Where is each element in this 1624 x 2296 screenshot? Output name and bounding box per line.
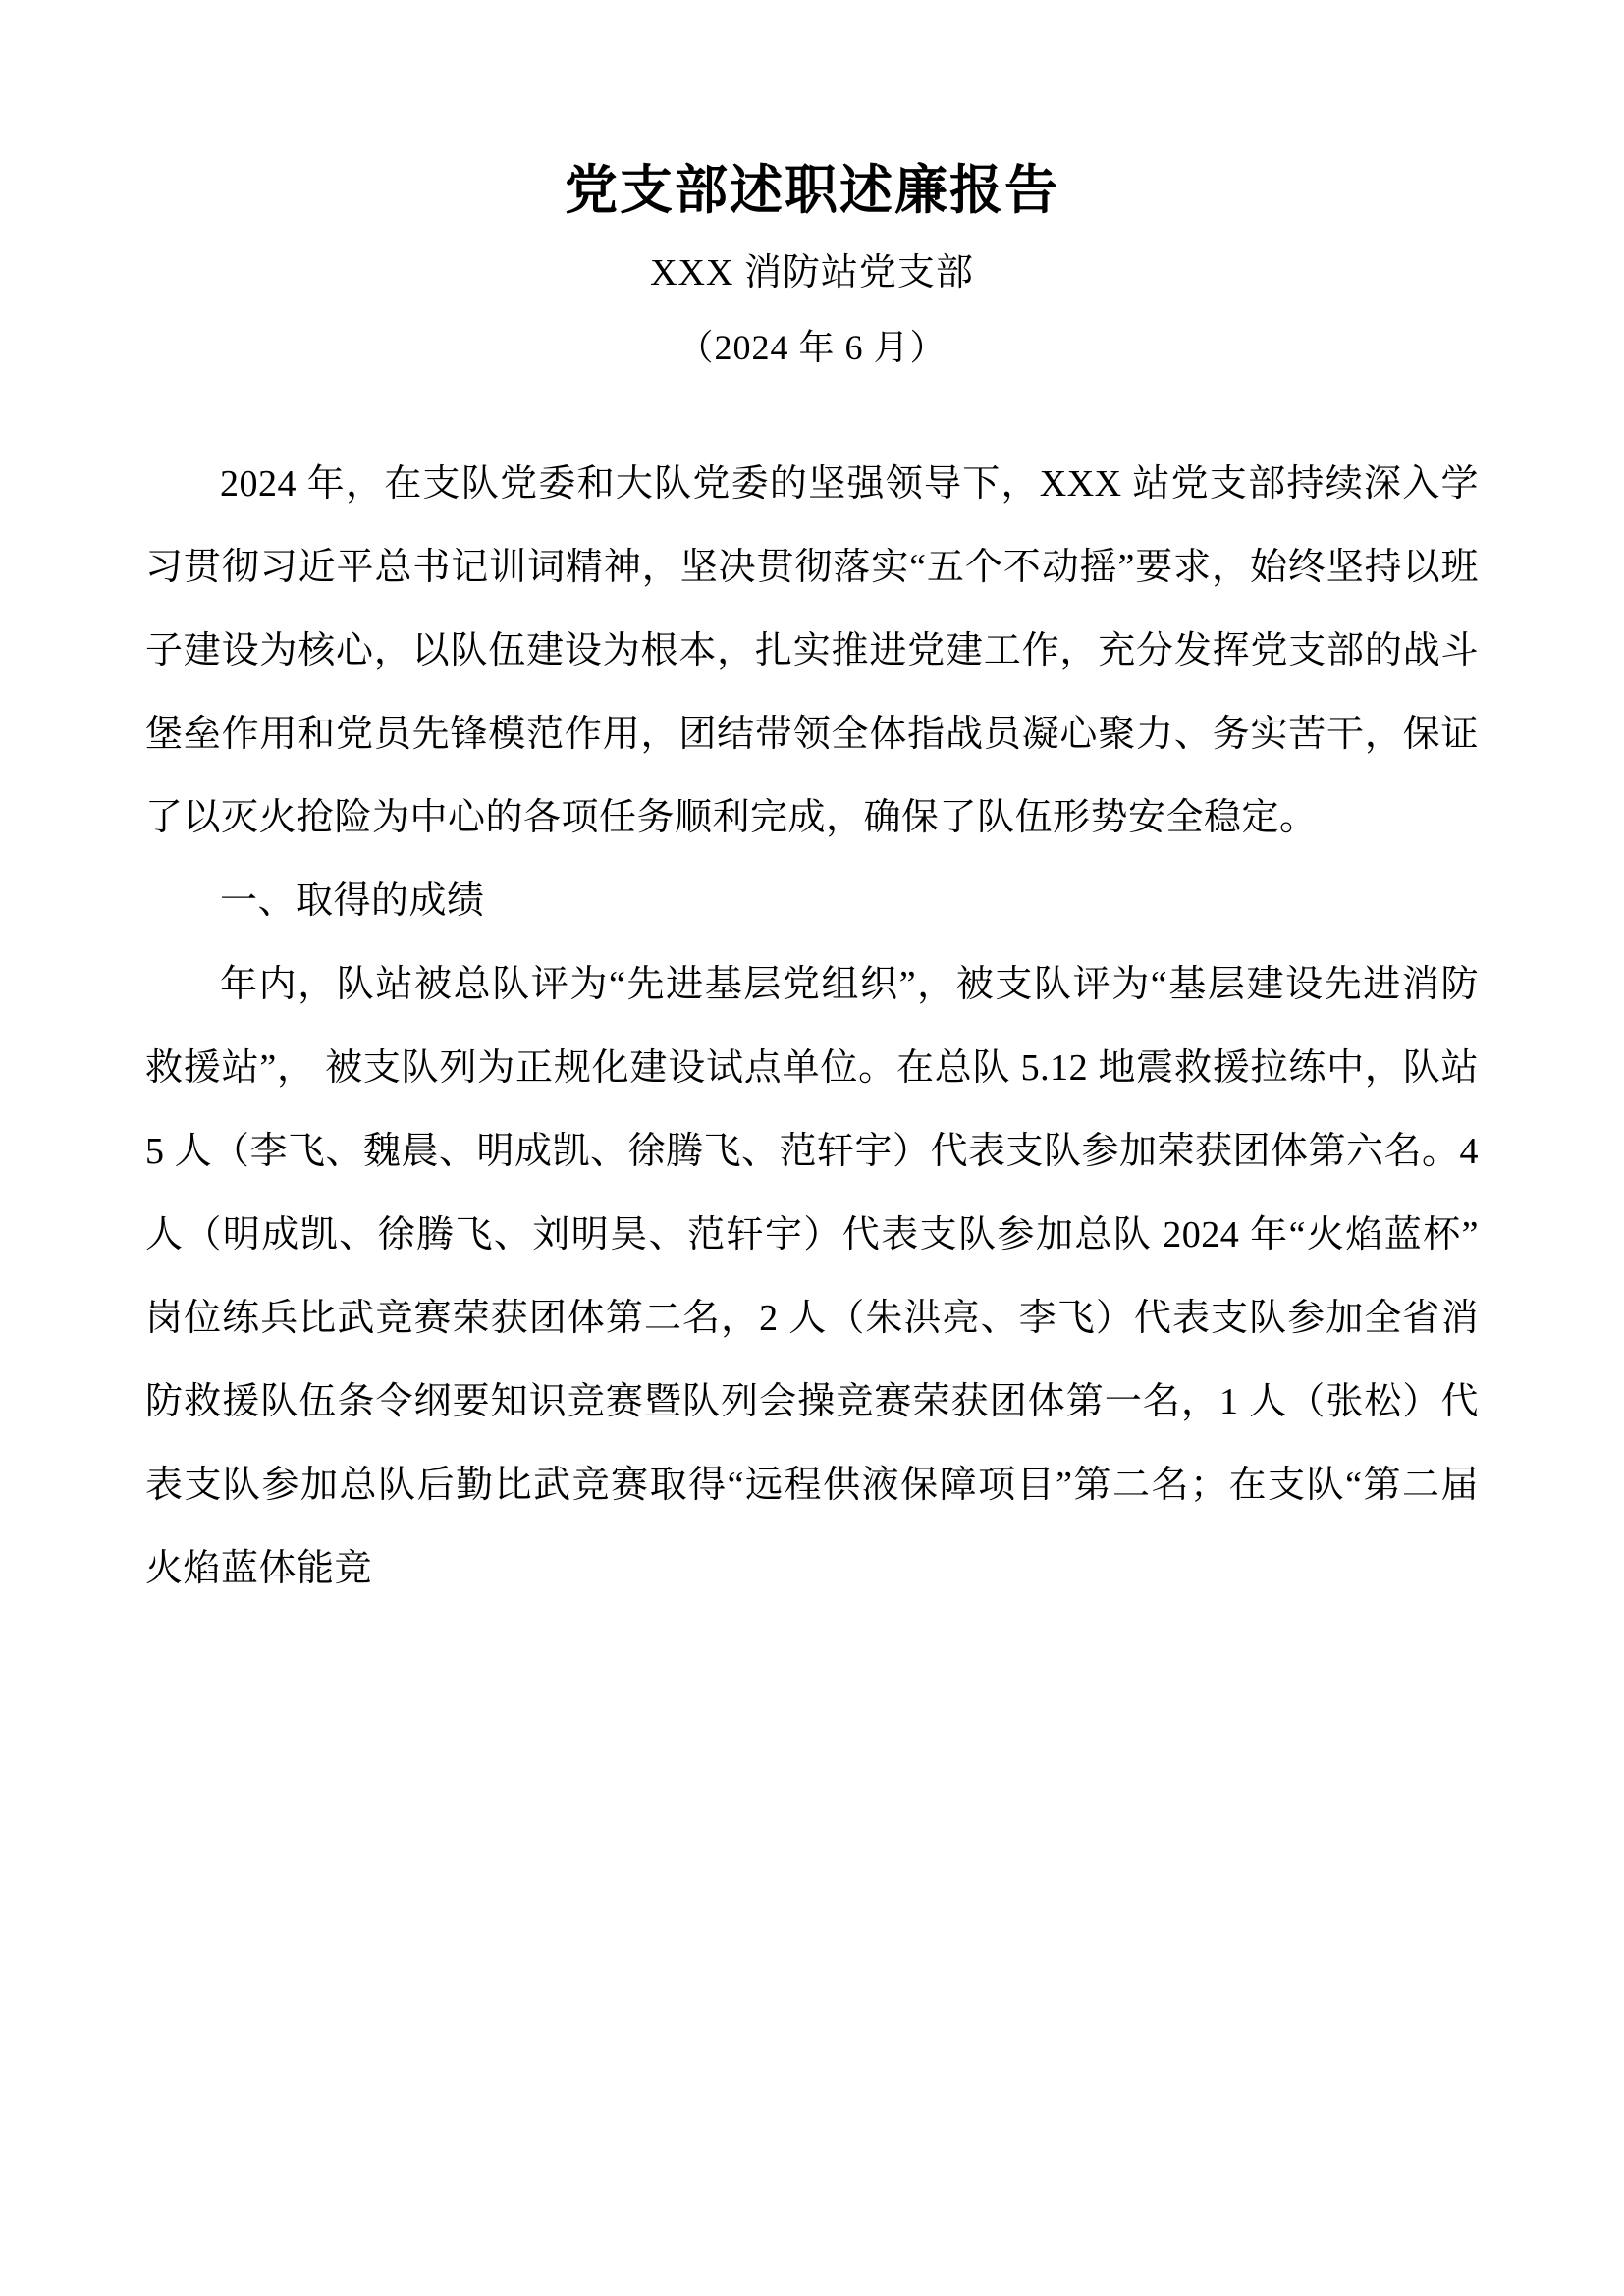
page-content: [145, 0, 1479, 1611]
page-title: 党支部述职述廉报告: [565, 161, 1059, 220]
paragraph-achievements: 年内，队站被总队评为“先进基层党组织”，被支队评为“基层建设先进消防救援站”， 被支队列为正规化建设试点单位。在总队 5.12 地震救援拉练中，队站 5 人（李飞、魏晨、明成凯、徐腾飞、范轩宇）代表支队参加荣获团体第六名。4 人（明成凯、徐腾飞、刘明昊、范轩宇）代表支队参加总队 2024 年“火焰蓝杯”岗位练兵比武竞赛荣获团体第二名，2 人（朱洪亮、李飞）代表支队参加全省消防救援队伍条令纲要知识竞赛暨队列会操竞赛荣获团体第一名，1 人（张松）代表支队参加总队后勤比武竞赛取得“远程供液保障项目”第二名；在支队“第二届火焰蓝体能竞: [145, 964, 1480, 1590]
paragraph-intro: 2024 年，在支队党委和大队党委的坚强领导下，XXX 站党支部持续深入学习贯彻习近平总书记训词精神，坚决贯彻落实“五个不动摇”要求，始终坚持以班子建设为核心，以队伍建设为根本，扎实推进党建工作，充分发挥党支部的战斗堡垒作用和党员先锋模范作用，团结带领全体指战员凝心聚力、务实苦干，保证了以灭火抢险为中心的各项任务顺利完成，确保了队伍形势安全稳定。: [145, 463, 1479, 839]
section-heading-one: 一、取得的成绩: [220, 881, 485, 923]
document-body: [145, 370, 1479, 1611]
document-date: （2024 年 6 月）: [677, 328, 947, 368]
document-subtitle: XXX 消防站党支部: [650, 251, 974, 294]
